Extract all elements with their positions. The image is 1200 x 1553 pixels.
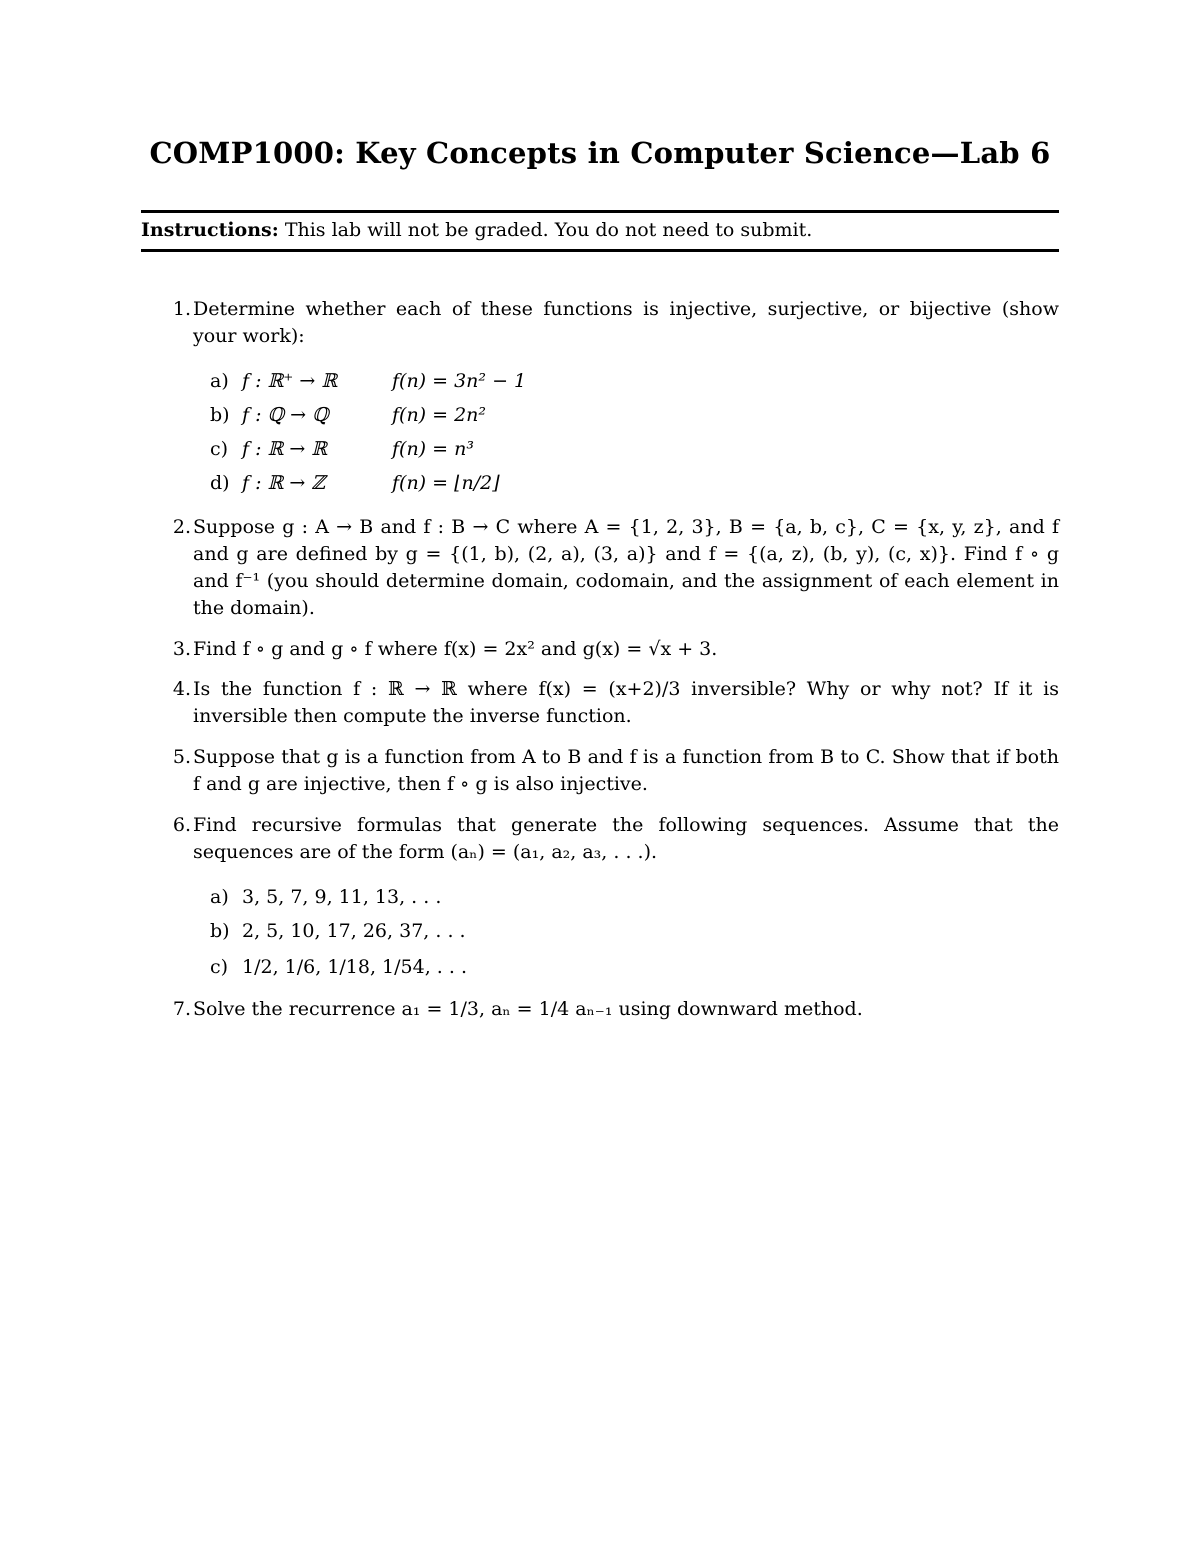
problem-7 (141, 996, 1059, 1023)
item-label: c) (210, 956, 229, 978)
page-title: COMP1000: Key Concepts in Computer Science—Lab 6 (149, 136, 1051, 170)
sequence-item-c (210, 952, 467, 982)
sequence-text: 1/2, 1/6, 1/18, 1/54, . . . (242, 956, 468, 978)
function-rule: f(n) = 3n² − 1 (392, 370, 527, 392)
problem-text: Is the function f : ℝ → ℝ where f(x) = (x+2)/3 inversible? Why or why not? If it is inversible then compute the inverse function. (193, 678, 1059, 727)
top-rule (141, 210, 1059, 213)
problem-number: 6. (172, 814, 191, 836)
problem-3 (141, 636, 1059, 663)
problem-text: Find f ∘ g and g ∘ f where f(x) = 2x² and g(x) = √x + 3. (193, 638, 718, 660)
problem-number: 2. (172, 516, 191, 538)
problem-5 (141, 744, 1059, 798)
sequence-item-a (210, 882, 441, 912)
function-domain: f : ℚ → ℚ (242, 404, 329, 426)
function-domain: f : ℝ → ℤ (242, 472, 326, 494)
item-label: b) (210, 920, 230, 942)
function-item-a (210, 366, 526, 396)
problem-text: Suppose g : A → B and f : B → C where A = {1, 2, 3}, B = {a, b, c}, C = {x, y, z}, and f and g are defined by g = {(1, b), (2, a), (3, a)} and f = {(a, z), (b, y), (c, x)}. Find f ∘ g and f⁻¹ (you should determine domain, codomain, and the assignment of each element in the domain). (193, 516, 1059, 619)
item-label: b) (210, 404, 230, 426)
function-rule: f(n) = ⌊n/2⌋ (392, 472, 500, 494)
problem-number: 4. (172, 678, 191, 700)
bottom-rule (141, 249, 1059, 252)
problem-text: Solve the recurrence a₁ = 1/3, aₙ = 1/4 aₙ₋₁ using downward method. (193, 998, 863, 1020)
function-rule: f(n) = 2n² (392, 404, 487, 426)
problem-6 (141, 812, 1059, 866)
sequence-text: 2, 5, 10, 17, 26, 37, . . . (242, 920, 466, 942)
instructions-label: Instructions: (141, 219, 279, 241)
problem-text: Find recursive formulas that generate the following sequences. Assume that the sequences are of the form (aₙ) = (a₁, a₂, a₃, . . .). (193, 814, 1059, 863)
problem-2 (141, 514, 1059, 622)
sequence-item-b (210, 916, 466, 946)
function-item-c (210, 434, 474, 464)
function-rule: f(n) = n³ (392, 438, 474, 460)
function-domain: f : ℝ → ℝ (242, 438, 328, 460)
function-item-b (210, 400, 486, 430)
item-label: a) (210, 370, 229, 392)
item-label: a) (210, 886, 229, 908)
problem-text: Suppose that g is a function from A to B and f is a function from B to C. Show that if both f and g are injective, then f ∘ g is also injective. (193, 746, 1059, 795)
problem-number: 7. (172, 998, 191, 1020)
instructions-text: This lab will not be graded. You do not need to submit. (284, 219, 813, 241)
function-item-d (210, 468, 500, 498)
problem-number: 5. (172, 746, 191, 768)
problem-4 (141, 676, 1059, 730)
problem-number: 3. (172, 638, 191, 660)
problem-number: 1. (172, 298, 191, 320)
instructions (141, 219, 812, 241)
sequence-text: 3, 5, 7, 9, 11, 13, . . . (242, 886, 442, 908)
item-label: d) (210, 472, 230, 494)
item-label: c) (210, 438, 229, 460)
problem-text: Determine whether each of these functions is injective, surjective, or bijective (show your work): (193, 298, 1059, 347)
function-domain: f : ℝ⁺ → ℝ (242, 370, 338, 392)
problem-1 (141, 296, 1059, 350)
